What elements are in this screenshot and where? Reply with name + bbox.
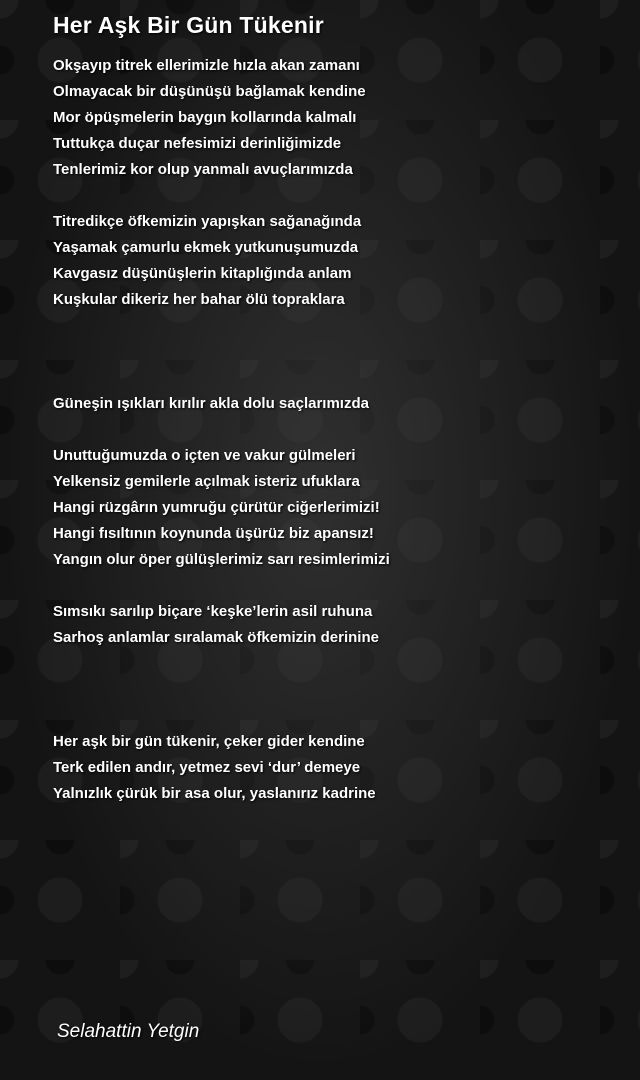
poem-author: Selahattin Yetgin (57, 1021, 200, 1042)
poem-line: Mor öpüşmelerin baygın kollarında kalmalı (53, 109, 357, 126)
poem-line: Yalnızlık çürük bir asa olur, yaslanırız kadrine (53, 785, 376, 802)
stanza-spacer (53, 313, 623, 391)
poem-line: Sarhoş anlamlar sıralamak öfkemizin derinine (53, 629, 379, 646)
stanza-5 (53, 599, 623, 651)
stanza-spacer (53, 573, 623, 599)
stanza-4 (53, 443, 623, 573)
stanza-2 (53, 209, 623, 313)
poem-line: Her aşk bir gün tükenir, çeker gider kendine (53, 733, 365, 750)
stanza-spacer (53, 651, 623, 729)
poem-line: Olmayacak bir düşünüşü bağlamak kendine (53, 83, 366, 100)
poem-line: Sımsıkı sarılıp biçare ‘keşke’lerin asil ruhuna (53, 603, 373, 620)
poem-line: Unuttuğumuzda o içten ve vakur gülmeleri (53, 447, 356, 464)
stanza-1 (53, 53, 623, 183)
poem-line: Kuşkular dikeriz her bahar ölü topraklara (53, 291, 345, 308)
poem-line: Tuttukça duçar nefesimizi derinliğimizde (53, 135, 342, 152)
poem-line: Tenlerimiz kor olup yanmalı avuçlarımızda (53, 161, 353, 178)
poem-line: Terk edilen andır, yetmez sevi ‘dur’ demeye (53, 759, 361, 776)
poem-line: Okşayıp titrek ellerimizle hızla akan zamanı (53, 57, 360, 74)
stanza-6 (53, 729, 623, 807)
poem-line: Yangın olur öper gülüşlerimiz sarı resimlerimizi (53, 551, 390, 568)
poem-title: Her Aşk Bir Gün Tükenir (53, 12, 324, 38)
stanza-spacer (53, 417, 623, 443)
poem-line: Kavgasız düşünüşlerin kitaplığında anlam (53, 265, 352, 282)
stanza-3 (53, 391, 623, 417)
poem-line: Hangi rüzgârın yumruğu çürütür ciğerlerimizi! (53, 499, 380, 516)
stanza-spacer (53, 183, 623, 209)
poem-line: Yelkensiz gemilerle açılmak isteriz ufuklara (53, 473, 360, 490)
poem-body (53, 53, 623, 807)
poem-line: Güneşin ışıkları kırılır akla dolu saçlarımızda (53, 395, 369, 412)
poem-line: Hangi fısıltının koynunda üşürüz biz apansız! (53, 525, 374, 542)
poem-line: Yaşamak çamurlu ekmek yutkunuşumuzda (53, 239, 359, 256)
poem-line: Titredikçe öfkemizin yapışkan sağanağında (53, 213, 362, 230)
